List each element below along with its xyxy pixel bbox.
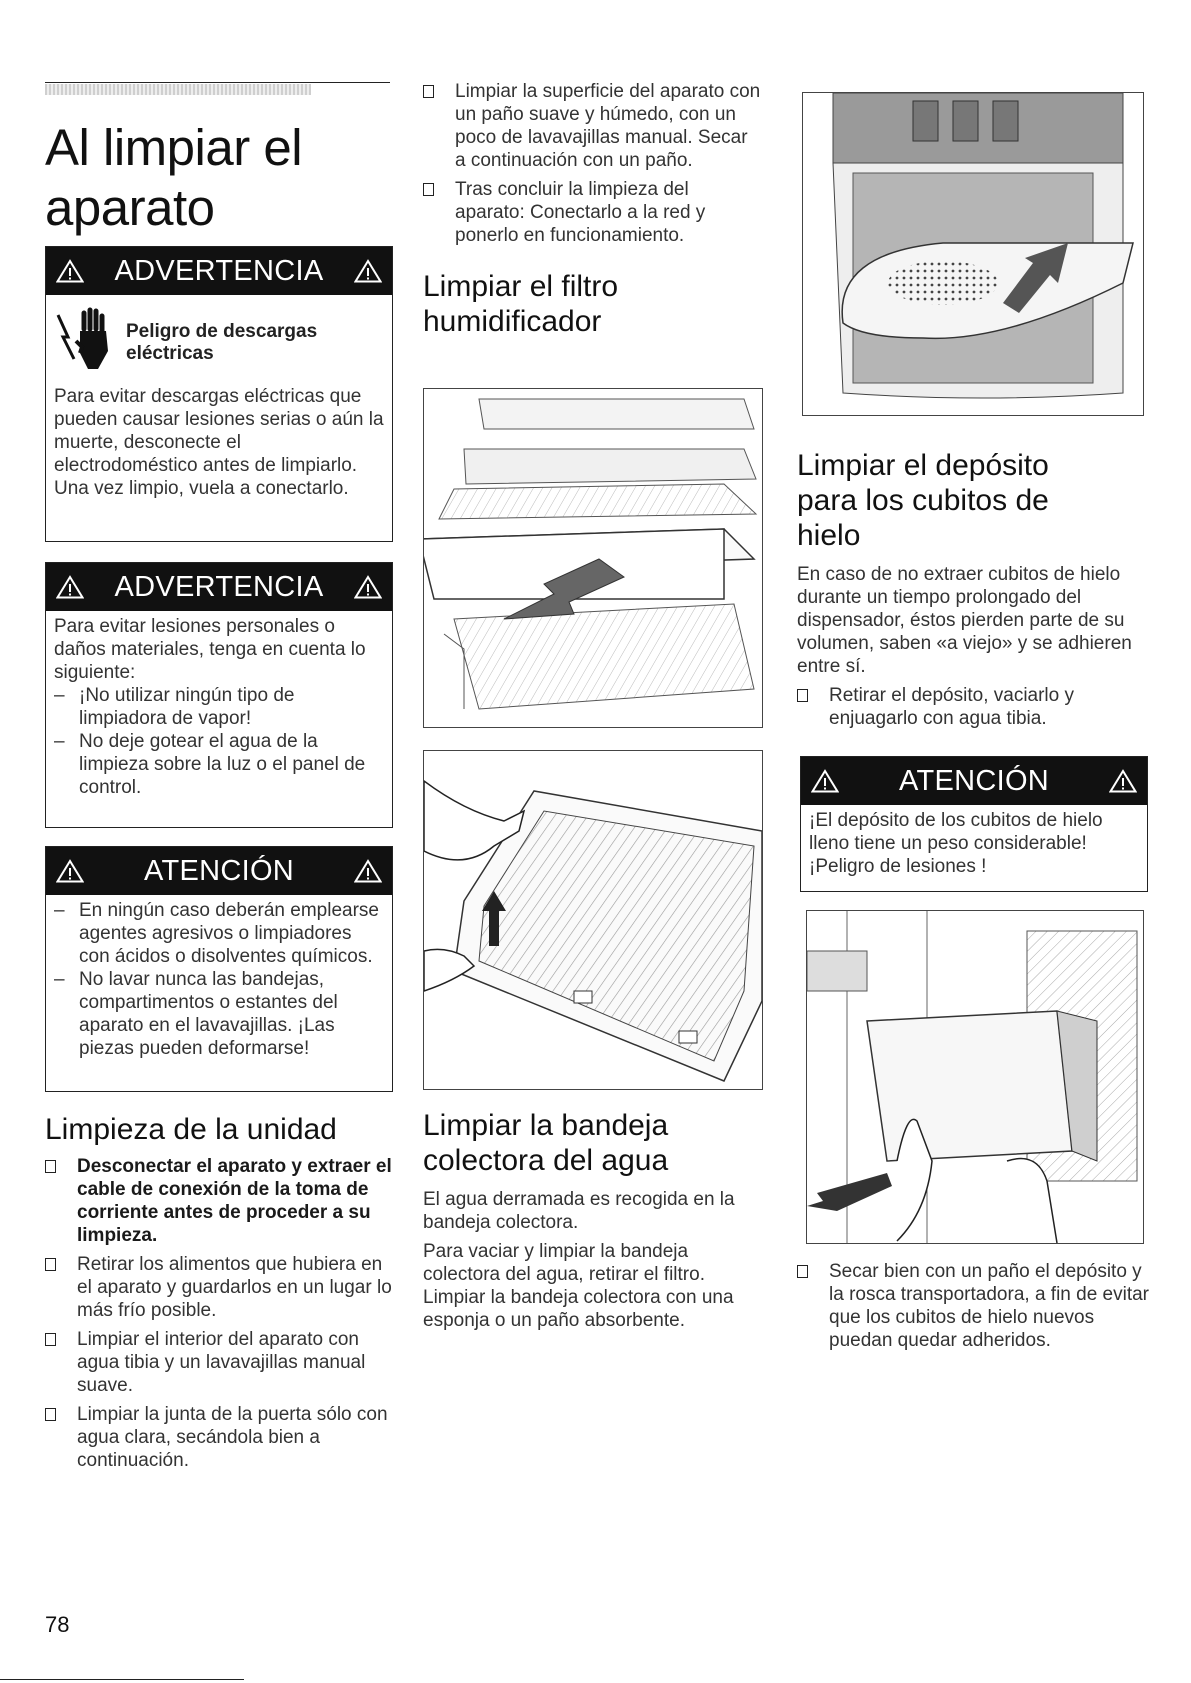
list-item: – ¡No utilizar ningún tipo de limpiadora de vapor!	[54, 684, 384, 730]
warning-text: Para evitar descargas eléctricas que pueden causar lesiones serias o aún la muerte, desconecte el electrodoméstico antes de limpiarlo.	[54, 386, 384, 476]
bottom-rule	[0, 1679, 244, 1680]
section-heading-ice-bin: Limpiar el depósito para los cubitos de hielo	[797, 449, 1049, 552]
checkbox-bullet-icon	[45, 1333, 56, 1346]
caution-box-ice-bin	[800, 756, 1148, 892]
warning-box-electric	[45, 246, 393, 542]
warning-header	[46, 563, 392, 611]
top-rule	[45, 82, 390, 83]
list-item: Desconectar el aparato y extraer el cable de conexión de la toma de corriente antes de proceder a su limpieza.	[45, 1155, 393, 1247]
top-decorative-bar	[45, 84, 311, 95]
checkbox-bullet-icon	[45, 1258, 56, 1271]
caution-header	[801, 757, 1147, 805]
figure-drip-tray	[423, 750, 763, 1090]
list-item: Limpiar la superficie del aparato con un paño suave y húmedo, con un poco de lavavajillas manual. Secar a continuación con un paño.	[423, 80, 763, 172]
caution-text: ¡El depósito de los cubitos de hielo lleno tiene un peso considerable! ¡Peligro de lesiones !	[809, 810, 1103, 877]
checkbox-bullet-icon	[797, 1265, 808, 1278]
list-item: – No deje gotear el agua de la limpieza sobre la luz o el panel de control.	[54, 730, 384, 799]
caution-heading: ATENCIÓN	[143, 854, 295, 887]
warning-heading: ADVERTENCIA	[114, 570, 324, 603]
paragraph: El agua derramada es recogida en la bandeja colectora.	[423, 1189, 735, 1233]
warning-triangle-icon	[56, 859, 84, 883]
warning-triangle-icon	[354, 859, 382, 883]
list-item: Retirar el depósito, vaciarlo y enjuagarlo con agua tibia.	[797, 684, 1149, 730]
figure-filter-drawer	[423, 388, 763, 728]
hazard-label: Peligro de descargas eléctricas	[126, 321, 318, 364]
list-item: Limpiar el interior del aparato con agua tibia y un lavavajillas manual suave.	[45, 1328, 393, 1397]
warning-triangle-icon	[1109, 769, 1137, 793]
figure-filter-location	[802, 92, 1144, 416]
section-heading-drip-tray: Limpiar la bandeja colectora del agua	[423, 1109, 669, 1177]
warning-triangle-icon	[56, 259, 84, 283]
warning-text: Para evitar lesiones personales o daños materiales, tenga en cuenta lo siguiente:	[54, 616, 366, 683]
warning-box-personal	[45, 562, 393, 828]
warning-header	[46, 247, 392, 295]
paragraph: Para vaciar y limpiar la bandeja colectora del agua, retirar el filtro. Limpiar la bandeja colectora con una esponja o un paño absorbente.	[423, 1241, 734, 1331]
section-heading-unit-cleaning: Limpieza de la unidad	[45, 1113, 337, 1146]
warning-triangle-icon	[354, 259, 382, 283]
checkbox-bullet-icon	[797, 689, 808, 702]
list-item: – No lavar nunca las bandejas, compartimentos o estantes del aparato en el lavavajillas. ¡Las piezas pueden deformarse!	[54, 968, 384, 1060]
checkbox-bullet-icon	[423, 85, 434, 98]
list-item: Secar bien con un paño el depósito y la rosca transportadora, a fin de evitar que los cubitos de hielo nuevos puedan quedar adheridos.	[797, 1260, 1149, 1352]
checkbox-bullet-icon	[423, 183, 434, 196]
list-item: Limpiar la junta de la puerta sólo con agua clara, secándola bien a continuación.	[45, 1403, 393, 1472]
caution-header	[46, 847, 392, 895]
warning-triangle-icon	[56, 575, 84, 599]
section-heading-filter: Limpiar el filtro humidificador	[423, 270, 619, 338]
warning-triangle-icon	[354, 575, 382, 599]
warning-triangle-icon	[811, 769, 839, 793]
list-item: – En ningún caso deberán emplearse agentes agresivos o limpiadores con ácidos o disolventes químicos.	[54, 899, 384, 968]
page-number: 78	[45, 1612, 70, 1637]
page-title: Al limpiar el aparato	[45, 119, 303, 236]
caution-heading: ATENCIÓN	[898, 764, 1050, 797]
list-item: Tras concluir la limpieza del aparato: Conectarlo a la red y ponerlo en funcionamiento.	[423, 178, 763, 247]
electric-shock-icon	[54, 307, 126, 379]
list-item: Retirar los alimentos que hubiera en el aparato y guardarlos en un lugar lo más frío posible.	[45, 1253, 393, 1322]
checkbox-bullet-icon	[45, 1408, 56, 1421]
caution-box-cleaners	[45, 846, 393, 1092]
warning-text: Una vez limpio, vuela a conectarlo.	[54, 478, 349, 499]
checkbox-bullet-icon	[45, 1160, 56, 1173]
paragraph: En caso de no extraer cubitos de hielo durante un tiempo prolongado del dispensador, éstos pierden parte de su volumen, saben «a viejo» y se adhieren entre sí.	[797, 564, 1132, 677]
figure-ice-bin-removal	[806, 910, 1144, 1244]
warning-heading: ADVERTENCIA	[114, 254, 324, 287]
